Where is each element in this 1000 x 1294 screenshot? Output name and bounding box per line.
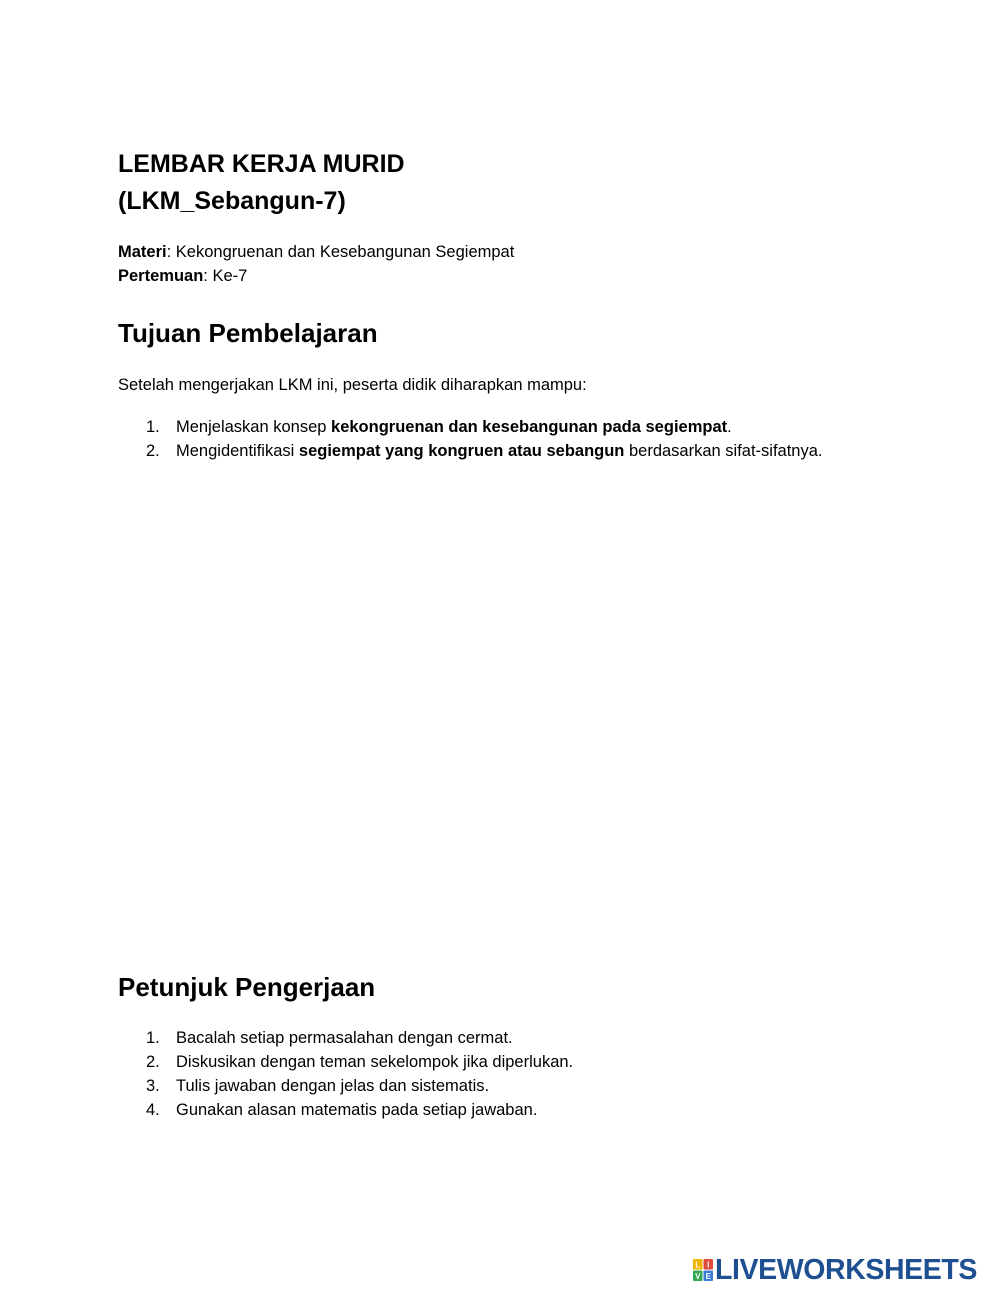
logo-icon-letter: L xyxy=(695,1260,701,1270)
list-item-number: 1. xyxy=(146,418,160,436)
liveworksheets-logo xyxy=(692,1254,988,1286)
worksheet-title xyxy=(118,146,405,220)
list-item-text: Bacalah setiap permasalahan dengan cermat. xyxy=(176,1029,513,1047)
logo-icon-letter: I xyxy=(707,1260,710,1270)
petunjuk-heading: Petunjuk Pengerjaan xyxy=(118,972,376,1002)
worksheet-title-line1: LEMBAR KERJA MURID xyxy=(118,150,405,178)
list-item xyxy=(118,1026,573,1050)
list-item-text: Menjelaskan konsep xyxy=(176,418,332,436)
pertemuan-line xyxy=(118,264,514,288)
worksheet-meta xyxy=(118,240,514,288)
list-item xyxy=(118,1050,573,1074)
list-item-text: Tulis jawaban dengan jelas dan sistematis. xyxy=(176,1077,490,1095)
tujuan-list xyxy=(118,415,823,463)
materi-label: Materi xyxy=(118,243,167,261)
list-item-number: 1. xyxy=(146,1029,160,1047)
list-item-text: . xyxy=(727,418,732,436)
pertemuan-label: Pertemuan xyxy=(118,267,204,285)
list-item-number: 2. xyxy=(146,1053,160,1071)
liveworksheets-logo-text: LIVEWORKSHEETS xyxy=(715,1254,978,1286)
list-item xyxy=(118,1074,573,1098)
list-item xyxy=(118,439,823,463)
logo-icon-letter: V xyxy=(695,1272,701,1282)
list-item-text: Diskusikan dengan teman sekelompok jika diperlukan. xyxy=(176,1053,574,1071)
list-item xyxy=(118,415,823,439)
list-item-number: 3. xyxy=(146,1077,160,1095)
list-item-emphasis: kekongruenan dan kesebangunan pada segiempat xyxy=(331,418,728,436)
list-item-text: berdasarkan sifat-sifatnya. xyxy=(624,442,823,460)
list-item-number: 2. xyxy=(146,442,160,460)
list-item-text: Gunakan alasan matematis pada setiap jawaban. xyxy=(176,1101,538,1119)
list-item-number: 4. xyxy=(146,1101,160,1119)
tujuan-heading: Tujuan Pembelajaran xyxy=(118,318,378,348)
list-item xyxy=(118,1098,573,1122)
list-item-emphasis: segiempat yang kongruen atau sebangun xyxy=(298,442,625,460)
materi-line xyxy=(118,240,514,264)
logo-icon-letter: E xyxy=(705,1272,711,1282)
liveworksheets-logo-icon xyxy=(692,1258,714,1282)
materi-value: : Kekongruenan dan Kesebangunan Segiempat xyxy=(166,243,515,261)
petunjuk-list xyxy=(118,1026,573,1122)
pertemuan-value: : Ke-7 xyxy=(203,267,248,285)
worksheet-title-line2: (LKM_Sebangun-7) xyxy=(118,187,346,215)
tujuan-intro: Setelah mengerjakan LKM ini, peserta didik diharapkan mampu: xyxy=(118,376,587,394)
list-item-text: Mengidentifikasi xyxy=(176,442,299,460)
